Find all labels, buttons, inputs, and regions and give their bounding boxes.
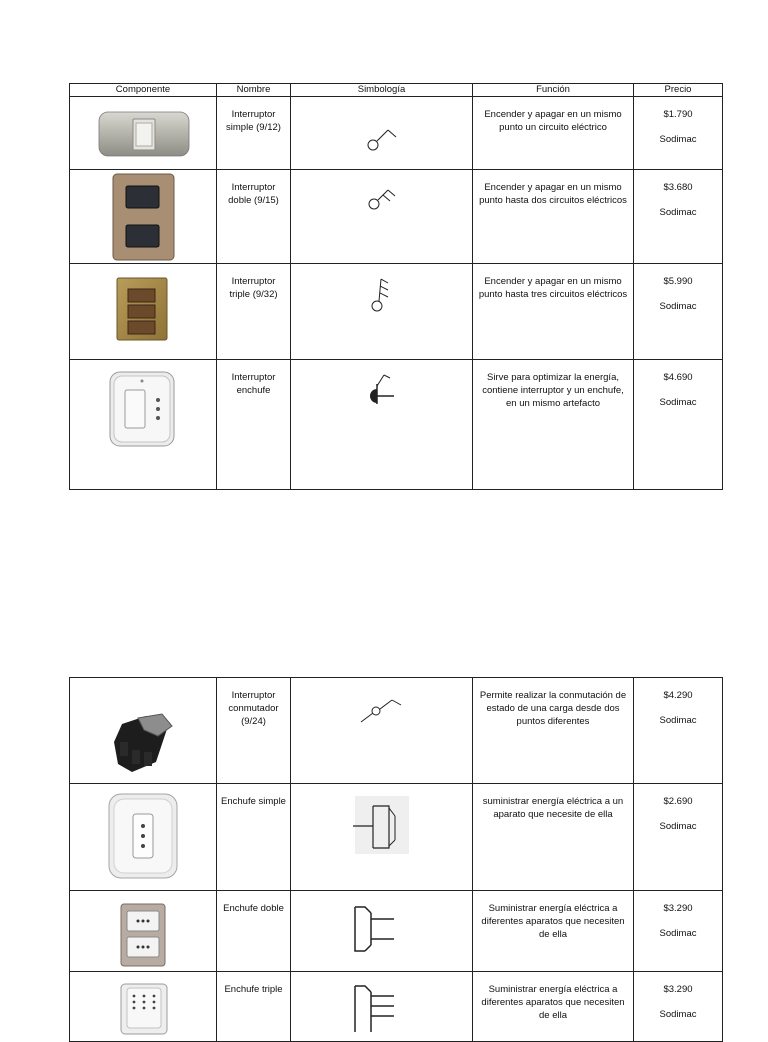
table-row xyxy=(70,264,723,360)
switch-outlet-icon xyxy=(70,360,217,490)
single-switch-symbol-icon xyxy=(291,97,473,170)
single-outlet-symbol-icon xyxy=(291,784,473,891)
symbol-cell xyxy=(291,784,473,891)
changeover-switch-icon xyxy=(70,678,217,784)
price-cell xyxy=(634,784,723,891)
store: Sodimac xyxy=(659,301,697,312)
table-row xyxy=(70,360,723,490)
triple-outlet-symbol-icon xyxy=(291,972,473,1042)
price-cell xyxy=(634,97,723,170)
component-image-cell xyxy=(70,264,217,360)
component-image-cell xyxy=(70,972,217,1042)
symbol-cell xyxy=(291,97,473,170)
double-outlet-symbol-icon xyxy=(291,891,473,972)
price: $3.290 xyxy=(663,984,693,995)
table-row xyxy=(70,784,723,891)
symbol-cell xyxy=(291,264,473,360)
component-function: Permite realizar la conmutación de estado de una carga desde dos puntos diferentes xyxy=(473,678,634,784)
component-name: Enchufe triple xyxy=(217,972,291,1042)
price: $1.790 xyxy=(663,109,693,120)
table-row xyxy=(70,97,723,170)
double-switch-symbol-icon xyxy=(291,170,473,264)
component-image-cell xyxy=(70,360,217,490)
table-row xyxy=(70,170,723,264)
component-name: Enchufe doble xyxy=(217,891,291,972)
price-cell xyxy=(634,170,723,264)
store: Sodimac xyxy=(659,715,697,726)
component-name: Interruptor simple (9/12) xyxy=(217,97,291,170)
store: Sodimac xyxy=(659,1009,697,1020)
component-image-cell xyxy=(70,170,217,264)
price: $3.290 xyxy=(663,903,693,914)
table-row xyxy=(70,891,723,972)
changeover-switch-symbol-icon xyxy=(291,678,473,784)
component-image-cell xyxy=(70,891,217,972)
component-image-cell xyxy=(70,678,217,784)
table-row xyxy=(70,972,723,1042)
single-outlet-icon xyxy=(70,784,217,891)
header-name: Nombre xyxy=(217,84,291,97)
component-name: Interruptor doble (9/15) xyxy=(217,170,291,264)
price-cell xyxy=(634,264,723,360)
header-component: Componente xyxy=(70,84,217,97)
switch-outlet-symbol-icon xyxy=(291,360,473,490)
price-cell xyxy=(634,360,723,490)
price: $5.990 xyxy=(663,276,693,287)
triple-switch-icon xyxy=(70,264,217,360)
components-table-1 xyxy=(69,83,723,490)
symbol-cell xyxy=(291,972,473,1042)
store: Sodimac xyxy=(659,928,697,939)
price: $4.290 xyxy=(663,690,693,701)
component-function: Sirve para optimizar la energía, contiene interruptor y un enchufe, en un mismo artefacto xyxy=(473,360,634,490)
store: Sodimac xyxy=(659,397,697,408)
component-name: Interruptor enchufe xyxy=(217,360,291,490)
table-row xyxy=(70,678,723,784)
double-switch-icon xyxy=(70,170,217,264)
price: $4.690 xyxy=(663,372,693,383)
price-cell xyxy=(634,678,723,784)
store: Sodimac xyxy=(659,207,697,218)
header-function: Función xyxy=(473,84,634,97)
components-table-2 xyxy=(69,677,723,1042)
component-name: Enchufe simple xyxy=(217,784,291,891)
component-function: Suministrar energía eléctrica a diferentes aparatos que necesiten de ella xyxy=(473,972,634,1042)
single-switch-icon xyxy=(70,97,217,170)
store: Sodimac xyxy=(659,134,697,145)
symbol-cell xyxy=(291,360,473,490)
price-cell xyxy=(634,972,723,1042)
store: Sodimac xyxy=(659,821,697,832)
component-function: Encender y apagar en un mismo punto un circuito eléctrico xyxy=(473,97,634,170)
component-name: Interruptor triple (9/32) xyxy=(217,264,291,360)
double-outlet-icon xyxy=(70,891,217,972)
component-image-cell xyxy=(70,784,217,891)
symbol-cell xyxy=(291,678,473,784)
symbol-cell xyxy=(291,170,473,264)
component-function: Encender y apagar en un mismo punto hasta dos circuitos eléctricos xyxy=(473,170,634,264)
component-name: Interruptor conmutador (9/24) xyxy=(217,678,291,784)
header-row xyxy=(70,84,723,97)
header-price: Precio xyxy=(634,84,723,97)
triple-outlet-icon xyxy=(70,972,217,1042)
component-function: Encender y apagar en un mismo punto hasta tres circuitos eléctricos xyxy=(473,264,634,360)
component-image-cell xyxy=(70,97,217,170)
price: $3.680 xyxy=(663,182,693,193)
price: $2.690 xyxy=(663,796,693,807)
symbol-cell xyxy=(291,891,473,972)
component-function: Suministrar energía eléctrica a diferentes aparatos que necesiten de ella xyxy=(473,891,634,972)
triple-switch-symbol-icon xyxy=(291,264,473,360)
component-function: suministrar energía eléctrica a un aparato que necesite de ella xyxy=(473,784,634,891)
price-cell xyxy=(634,891,723,972)
header-symbol: Simbología xyxy=(291,84,473,97)
